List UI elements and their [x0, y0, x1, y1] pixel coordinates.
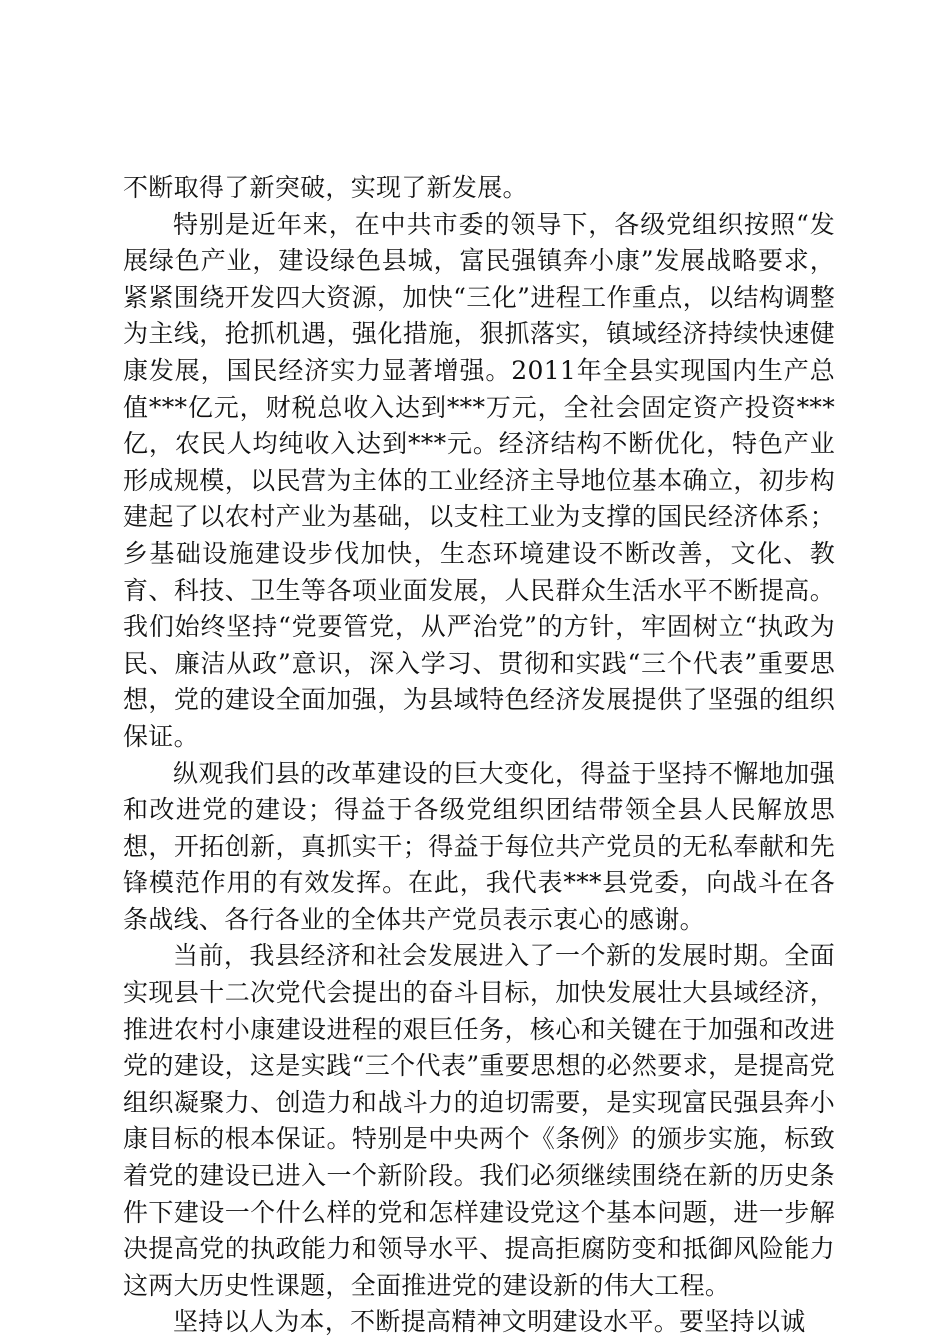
- paragraph-current-period: 当前，我县经济和社会发展进入了一个新的发展时期。全面实现县十二次党代会提出的奋斗目标，加快发展壮大县域经济，推进农村小康建设进程的艰巨任务，核心和关键在于加强和改进党的建设，这是实践“三个代表”重要思想的必然要求，是提高党组织凝聚力、创造力和战斗力的迫切需要，是实现富民强县奔小康目标的根本保证。特别是中央两个《条例》的颁步实施，标致着党的建设已进入一个新阶段。我们必须继续围绕在新的历史条件下建设一个什么样的党和怎样建设党这个基本问题，进一步解决提高党的执政能力和领导水平、提高拒腐防变和抵御风险能力这两大历史性课题，全面推进党的建设新的伟大工程。: [123, 941, 835, 1300]
- paragraph-reform-overview: 纵观我们县的改革建设的巨大变化，得益于坚持不懈地加强和改进党的建设；得益于各级党组织团结带领全县人民解放思想，开拓创新，真抓实干；得益于每位共产党员的无私奉献和先锋模范作用的有效发挥。在此，我代表***县党委，向战斗在各条战线、各行各业的全体共产党员表示衷心的感谢。: [123, 758, 835, 934]
- paragraph-continuation: 不断取得了新突破，实现了新发展。: [123, 173, 528, 202]
- paragraph-people-oriented: 坚持以人为本，不断提高精神文明建设水平。要坚持以诚: [173, 1307, 806, 1337]
- paragraph-recent-development: 特别是近年来，在中共市委的领导下，各级党组织按照“发展绿色产业，建设绿色县城，富民强镇奔小康”发展战略要求，紧紧围绕开发四大资源，加快“三化”进程工作重点，以结构调整为主线，抢抓机遇，强化措施，狠抓落实，镇域经济持续快速健康发展，国民经济实力显著增强。2011年全县实现国内生产总值***亿元，财税总收入达到***万元，全社会固定资产投资***亿，农民人均纯收入达到***元。经济结构不断优化，特色产业形成规模，以民营为主体的工业经济主导地位基本确立，初步构建起了以农村产业为基础，以支柱工业为支撑的国民经济体系；乡基础设施建设步伐加快，生态环境建设不断改善，文化、教育、科技、卫生等各项业面发展，人民群众生活水平不断提高。我们始终坚持“党要管党，从严治党”的方针，牢固树立“执政为民、廉洁从政”意识，深入学习、贯彻和实践“三个代表”重要思想，党的建设全面加强，为县域特色经济发展提供了坚强的组织保证。: [123, 209, 835, 751]
- document-body: [123, 170, 835, 1341]
